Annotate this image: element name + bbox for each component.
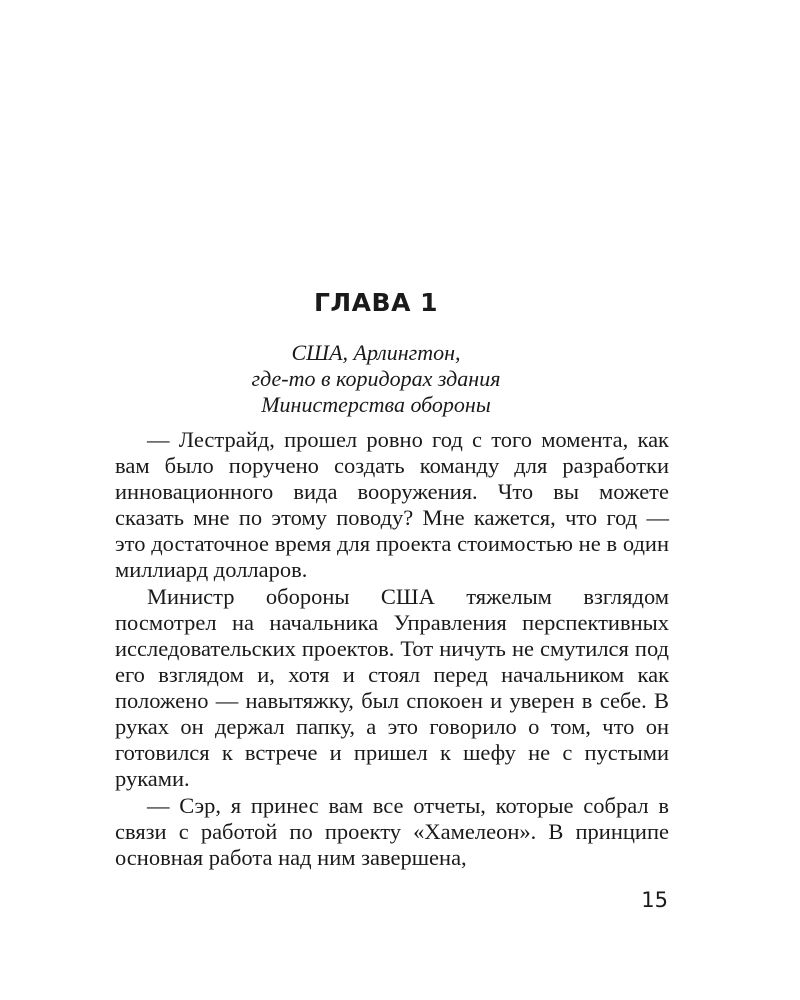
page-number: 15	[641, 888, 668, 912]
body-text	[115, 427, 669, 872]
chapter-title: ГЛАВА 1	[313, 288, 439, 317]
paragraph: — Сэр, я принес вам все отчеты, которые собрал в связи с работой по проекту «Хамелеон». В принципе основная работа над ним завершена,	[115, 793, 669, 870]
location-heading	[0, 340, 752, 418]
location-line: США, Арлингтон,	[291, 340, 461, 365]
location-line: Министерства обороны	[261, 392, 491, 417]
paragraph: — Лестрайд, прошел ровно год с того момента, как вам было поручено создать команду для разработки инновационного вида вооружения. Что вы можете сказать мне по этому поводу? Мне кажется, что год — это достаточное время для проекта стоимостью не в один миллиард долларов.	[115, 427, 669, 582]
paragraph: Министр обороны США тяжелым взглядом посмотрел на начальника Управления перспективных исследовательских проектов. Тот ничуть не смутился под его взглядом и, хотя и стоял перед начальником как положено — навытяжку, был спокоен и уверен в себе. В руках он держал папку, а это говорило о том, что он готовился к встрече и пришел к шефу не с пустыми руками.	[115, 584, 669, 791]
location-line: где-то в коридорах здания	[251, 366, 501, 391]
